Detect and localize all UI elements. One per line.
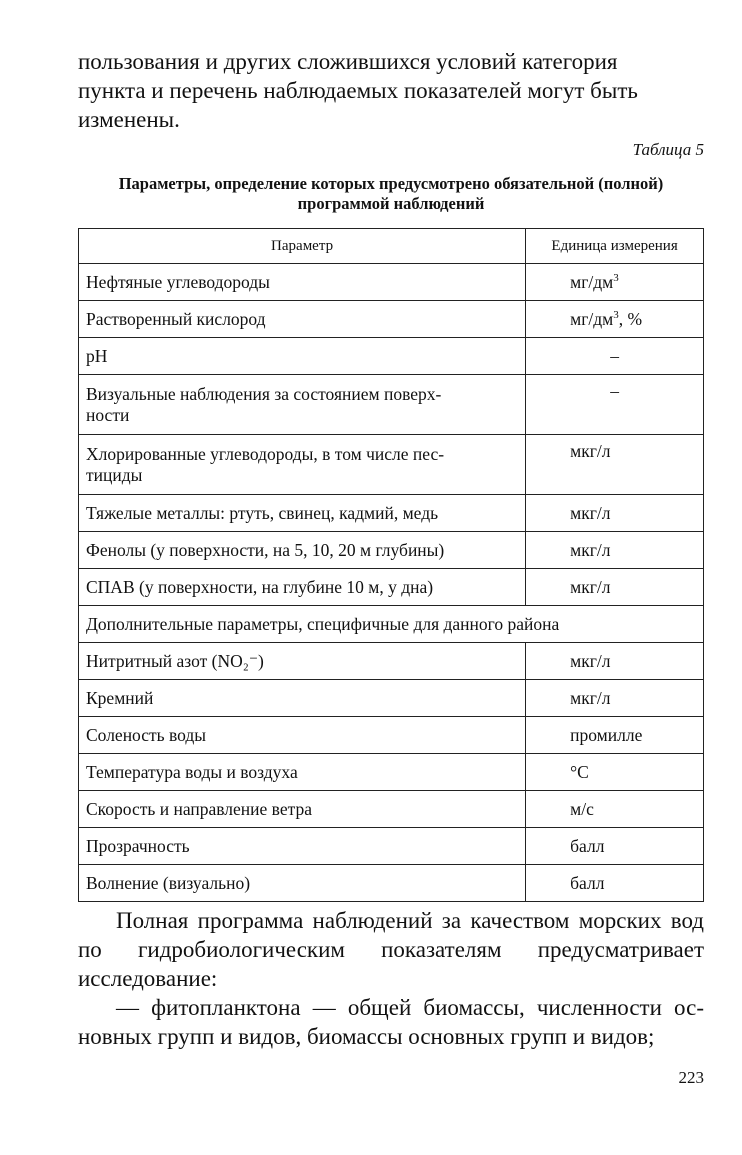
param-text-line: Хлорированные углеводороды, в том числе пес- [86,443,445,464]
table-row [79,643,704,680]
unit-superscript: 3 [613,308,619,321]
paragraph [78,993,704,1051]
table-row [79,435,704,495]
section-cell: Дополнительные параметры, специфичные для данного района [79,606,704,643]
param-cell: Соленость воды [79,717,526,754]
unit-cell [526,532,704,569]
unit-cell [526,569,704,606]
table-row [79,828,704,865]
param-text-line: ности [86,404,130,425]
unit-tail: , % [618,308,643,329]
param-cell [79,435,526,495]
outro-paragraphs [78,906,704,1051]
unit-text: мкг/л [570,539,611,560]
unit-cell: промилле [526,717,704,754]
param-cell: Волнение (визуально) [79,865,526,902]
unit-cell [526,435,704,495]
table-row [79,495,704,532]
table-row [79,791,704,828]
table-row [79,865,704,902]
paragraph-line: — фитопланктона — общей биомассы, численности ос- [116,995,704,1020]
param-cell [79,375,526,435]
table-row [79,569,704,606]
unit-cell [526,375,704,435]
param-text-line: тициды [86,464,143,485]
unit-cell: мкг/л [526,680,704,717]
param-text: Тяжелые металлы: ртуть, свинец, кадмий, медь [86,502,439,523]
intro-line: пункта и перечень наблюдаемых показателей могут быть [78,78,638,103]
param-text: pH [86,345,108,366]
table-row [79,717,704,754]
table-caption [78,174,704,214]
paragraph-line: исследование: [78,966,218,991]
unit-text: мкг/л [570,441,611,461]
table-row [79,680,704,717]
param-cell [79,532,526,569]
unit-text: мкг/л [570,576,611,597]
table-section-row [79,606,704,643]
param-cell: Температура воды и воздуха [79,754,526,791]
header-unit: Единица измерения [526,229,704,264]
param-cell: Кремний [79,680,526,717]
unit-cell: балл [526,865,704,902]
unit-cell: °С [526,754,704,791]
unit-text: мг/дм [570,271,614,292]
table-row [79,338,704,375]
table-caption-line: программой наблюдений [297,194,485,213]
param-cell [79,338,526,375]
table-row [79,375,704,435]
header-parameter: Параметр [79,229,526,264]
param-text: Растворенный кислород [86,308,266,329]
table-row [79,754,704,791]
param-cell [79,301,526,338]
table-row [79,301,704,338]
param-cell [79,569,526,606]
unit-cell [526,301,704,338]
param-cell [79,495,526,532]
table-header-row [79,229,704,264]
intro-line: изменены. [78,107,180,132]
param-text: СПАВ (у поверхности, на глубине 10 м, у дна) [86,576,434,597]
page-number: 223 [678,1068,704,1087]
param-cell: Нитритный азот (NO₂⁻) [79,643,526,680]
param-cell: Скорость и направление ветра [79,791,526,828]
paragraph-line: Полная программа наблюдений за качеством морских [116,908,662,933]
param-text: Фенолы (у поверхности, на 5, 10, 20 м глубины) [86,539,445,560]
table-label: Таблица 5 [632,140,704,159]
paragraph-line: вод по гидробиологическим показателям предусматривает [78,908,704,962]
unit-cell [526,338,704,375]
paragraph [78,906,704,993]
param-text: Нефтяные углеводороды [86,271,270,292]
unit-text: – [610,345,619,366]
unit-cell: мкг/л [526,643,704,680]
unit-text: – [610,381,619,401]
table-row [79,264,704,301]
unit-cell: м/с [526,791,704,828]
unit-cell [526,264,704,301]
table-caption-line: Параметры, определение которых предусмотрено обязательной (полной) [118,174,664,193]
paragraph-line: новных групп и видов, биомассы основных групп и видов; [78,1024,655,1049]
parameters-table [78,228,704,902]
param-cell: Прозрачность [79,828,526,865]
unit-superscript: 3 [613,271,619,284]
unit-text: мг/дм [570,308,614,329]
param-cell [79,264,526,301]
unit-cell: балл [526,828,704,865]
unit-cell [526,495,704,532]
table-row [79,532,704,569]
intro-paragraph [78,47,704,134]
unit-text: мкг/л [570,502,611,523]
param-text-line: Визуальные наблюдения за состоянием поверх- [86,383,442,404]
intro-line: пользования и других сложившихся условий категория [78,49,618,74]
